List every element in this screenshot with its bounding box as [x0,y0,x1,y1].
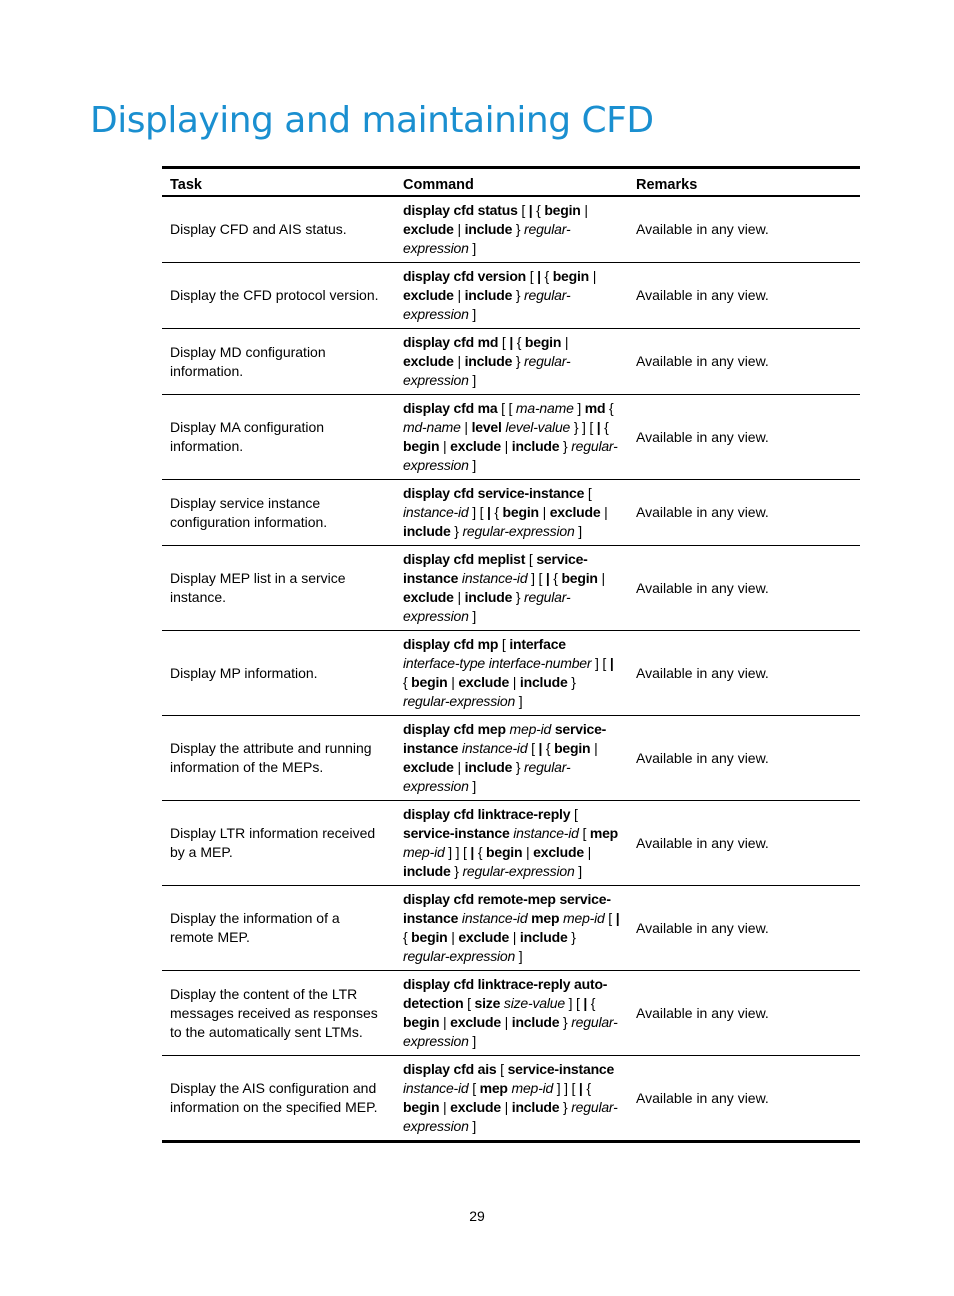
command-keyword: begin [403,1099,440,1115]
command-syntax: [ [604,910,616,926]
table-row [162,971,860,1056]
command-syntax: { [605,400,614,416]
command-argument: regular-expression [403,589,571,624]
task-cell: Display MD configuration information. [162,329,395,395]
table-row [162,263,860,329]
command-syntax: | [509,929,520,945]
command-cell [395,329,628,395]
command-argument: mep-id [563,910,605,926]
command-syntax: | [460,419,472,435]
command-keyword: display cfd remote-mep [403,891,556,907]
remarks-cell: Available in any view. [628,480,860,546]
command-keyword: exclude [403,353,454,369]
command-keyword: mep [531,910,560,926]
command-syntax: | [580,202,588,218]
command-syntax: | [453,287,465,303]
command-syntax: } [567,674,576,690]
command-keyword: begin [411,929,448,945]
command-syntax: ] [591,655,603,671]
table-row [162,196,860,263]
command-syntax: ] [ [527,570,546,586]
command-argument: regular-expression [403,1099,618,1134]
command-keyword: include [403,863,451,879]
command-syntax: | [590,740,598,756]
table-row [162,801,860,886]
command-syntax: ] [468,1033,477,1049]
command-syntax: ] [468,372,477,388]
command-keyword: begin [554,740,591,756]
table-row [162,395,860,480]
command-keyword: include [519,929,568,945]
command-syntax: [ [498,636,510,652]
command-argument: regular-expression [403,287,571,322]
command-syntax: | [538,504,550,520]
command-syntax: ] [468,240,477,256]
command-keyword: | [609,655,614,671]
remarks-cell: Available in any view. [636,1089,769,1106]
command-syntax: } [512,589,525,605]
command-keyword: exclude [403,589,454,605]
command-argument: regular-expression [403,948,516,964]
command-keyword: service-instance [403,721,607,756]
command-keyword: display cfd mep [403,721,506,737]
table-row [162,329,860,395]
command-syntax: { [403,929,412,945]
command-keyword: | [538,740,543,756]
cfd-command-table [162,166,860,1143]
remarks-cell: Available in any view. [628,971,860,1056]
table-row [162,886,860,971]
command-syntax: } ] [ [570,419,597,435]
command-keyword: | [596,419,601,435]
command-keyword: mep [479,1080,508,1096]
command-keyword: service-instance [403,891,611,926]
command-argument: regular-expression [403,759,571,794]
command-syntax: } [512,287,525,303]
command-syntax: [ [517,202,529,218]
task-cell: Display the AIS configuration and information on the specified MEP. [170,1080,378,1115]
command-syntax: | [500,438,512,454]
command-keyword: display cfd md [403,334,499,350]
command-argument: instance-id [403,504,469,520]
command-argument: level-value [505,419,571,435]
table-body [162,196,860,1142]
remarks-cell: Available in any view. [628,886,860,971]
command-syntax: ] [468,457,477,473]
command-keyword: begin [502,504,539,520]
command-keyword: level [471,419,502,435]
command-syntax: ] ] [ [444,844,471,860]
command-syntax: ] ] [ [553,1080,579,1096]
command-keyword: service-instance [403,551,588,586]
command-argument: size-value [503,995,565,1011]
remarks-cell: Available in any view. [628,631,860,716]
command-keyword: exclude [450,1014,501,1030]
command-keyword: display cfd service-instance [403,485,585,501]
command-keyword: | [545,570,550,586]
table-row [162,1056,860,1142]
command-keyword: exclude [450,438,501,454]
command-syntax: ] [ [564,995,584,1011]
header-command: Command [395,168,628,197]
task-cell: Display LTR information received by a MEP. [162,801,395,886]
command-syntax: } [450,523,463,539]
command-syntax: [ [526,268,538,284]
command-cell [395,546,628,631]
command-keyword: display cfd ma [403,400,498,416]
table-row [162,546,860,631]
command-syntax: [ [468,1080,480,1096]
command-keyword: include [519,674,568,690]
command-argument: regular-expression [403,693,516,709]
command-syntax: [ [ [497,400,516,416]
command-cell [395,263,628,329]
command-cell [395,480,628,546]
command-keyword: begin [561,570,598,586]
command-keyword: | [615,910,620,926]
task-cell: Display MEP list in a service instance. [162,546,395,631]
command-syntax: } [512,353,525,369]
task-cell: Display service instance configuration information. [162,480,395,546]
command-syntax: | [439,438,451,454]
command-cell [395,196,628,263]
command-argument: regular-expression [462,863,575,879]
command-syntax: { [474,844,486,860]
command-syntax: { [532,202,545,218]
command-syntax: [ [584,485,592,501]
command-syntax: ] [468,608,477,624]
command-cell [395,1056,628,1142]
command-syntax: | [600,504,608,520]
command-keyword: exclude [549,504,601,520]
command-syntax: | [453,589,465,605]
command-keyword: | [583,995,588,1011]
command-argument: regular-expression [403,438,618,473]
command-syntax: | [453,353,465,369]
command-syntax: [ [496,1061,508,1077]
command-keyword: mep [589,825,619,841]
remarks-cell: Available in any view. [628,395,860,480]
command-keyword: include [511,1099,560,1115]
command-syntax: { [403,674,412,690]
command-keyword: display cfd mp [403,636,499,652]
command-keyword: service-instance [507,1061,615,1077]
command-argument: instance-id [461,740,528,756]
command-argument: regular-expression [403,353,571,388]
task-cell: Display the attribute and running information of the MEPs. [162,716,395,801]
command-keyword: service-instance [403,825,510,841]
command-syntax: ] [468,306,477,322]
command-argument: regular-expression [403,1014,618,1049]
command-keyword: include [464,589,513,605]
command-syntax: | [500,1099,512,1115]
command-syntax: | [509,674,520,690]
task-cell: Display MA configuration information. [162,395,395,480]
command-syntax: ] [515,948,523,964]
command-syntax: ] [468,778,477,794]
command-keyword: begin [403,438,440,454]
command-syntax: | [447,929,459,945]
command-keyword: include [511,1014,560,1030]
command-syntax: [ [463,995,475,1011]
command-keyword: display cfd linktrace-reply [403,806,571,822]
command-keyword: | [470,844,475,860]
task-cell: Display the content of the LTR messages received as responses to the automatically sent LTMs. [162,971,395,1056]
command-syntax: } [512,221,525,237]
command-syntax: } [567,929,576,945]
command-syntax: | [597,570,605,586]
command-keyword: include [403,523,451,539]
command-syntax: | [453,221,465,237]
command-keyword: exclude [450,1099,501,1115]
command-cell [395,801,628,886]
command-cell [395,886,628,971]
task-cell: Display the CFD protocol version. [162,263,395,329]
command-syntax: ] [515,693,523,709]
command-argument: mep-id [509,721,552,737]
command-keyword: include [464,287,513,303]
command-cell [395,631,628,716]
task-cell: Display CFD and AIS status. [162,196,395,263]
command-keyword: include [464,221,513,237]
command-cell [395,971,628,1056]
command-syntax: { [513,334,525,350]
command-syntax: { [582,1080,591,1096]
command-argument: regular-expression [403,221,571,256]
command-keyword: exclude [458,929,510,945]
table-header-row [162,168,860,197]
command-argument: mep-id [403,844,445,860]
command-keyword: | [578,1080,583,1096]
command-syntax: | [447,674,459,690]
command-keyword: | [509,334,514,350]
command-keyword: begin [524,334,562,350]
command-syntax: { [540,268,553,284]
table-row [162,716,860,801]
command-keyword: begin [403,1014,440,1030]
command-keyword: exclude [458,674,510,690]
command-syntax: [ [570,806,578,822]
command-syntax: | [439,1014,451,1030]
page-title: Displaying and maintaining CFD [90,100,654,141]
command-syntax: ] [468,1118,477,1134]
command-keyword: display cfd linktrace-reply [403,976,571,992]
command-argument: interface-type interface-number [403,655,592,671]
command-keyword: display cfd ais [403,1061,497,1077]
command-argument: instance-id [403,1080,469,1096]
task-cell: Display the information of a remote MEP. [162,886,395,971]
command-keyword: begin [544,202,581,218]
command-argument: regular-expression [462,523,575,539]
command-syntax: { [542,740,555,756]
command-keyword: display cfd version [403,268,527,284]
command-keyword: size [474,995,501,1011]
command-syntax: { [549,570,562,586]
command-keyword: begin [552,268,590,284]
remarks-cell: Available in any view. [628,329,860,395]
command-keyword: interface [509,636,566,652]
command-syntax: { [587,995,596,1011]
remarks-cell: Available in any view. [628,263,860,329]
command-syntax: [ [602,655,610,671]
task-cell: Display MP information. [162,631,395,716]
command-syntax: | [561,334,569,350]
command-keyword: exclude [403,759,454,775]
command-syntax: ] [574,523,582,539]
command-syntax: ] [573,400,585,416]
command-keyword: begin [411,674,448,690]
command-argument: instance-id [461,570,528,586]
command-cell [395,716,628,801]
command-syntax: ] [ [468,504,487,520]
command-keyword: include [511,438,560,454]
command-syntax: } [559,1014,572,1030]
command-syntax: | [522,844,534,860]
command-cell [395,395,628,480]
command-keyword: exclude [403,221,454,237]
command-keyword: include [464,759,513,775]
command-syntax: [ [578,825,590,841]
command-syntax: | [583,844,592,860]
remarks-cell: Available in any view. [628,196,860,263]
remarks-cell: Available in any view. [628,801,860,886]
command-argument: mep-id [511,1080,554,1096]
table-row [162,480,860,546]
command-keyword: display cfd status [403,202,518,218]
command-syntax: { [600,419,609,435]
command-keyword: | [537,268,541,284]
command-syntax: } [559,1099,572,1115]
command-syntax: [ [527,740,539,756]
command-syntax: } [559,438,572,454]
remarks-cell: Available in any view. [628,716,860,801]
page-number: 29 [469,1208,485,1224]
command-syntax: } [512,759,525,775]
command-keyword: begin [486,844,523,860]
command-keyword: | [528,202,533,218]
command-keyword: exclude [403,287,454,303]
command-keyword: include [464,353,513,369]
table-row [162,631,860,716]
command-keyword: | [486,504,491,520]
command-syntax: [ [498,334,510,350]
command-keyword: md [584,400,606,416]
command-syntax: [ [525,551,537,567]
command-keyword: auto-detection [403,976,608,1011]
command-syntax: { [490,504,503,520]
command-syntax: ] [574,863,582,879]
command-syntax: | [500,1014,512,1030]
command-syntax: } [450,863,463,879]
command-syntax: | [453,759,465,775]
command-argument: instance-id [513,825,579,841]
header-task: Task [162,168,395,197]
command-syntax: | [589,268,597,284]
command-argument: ma-name [515,400,574,416]
command-argument: md-name [403,419,461,435]
command-argument: instance-id [461,910,528,926]
command-keyword: display cfd meplist [403,551,526,567]
command-syntax: | [439,1099,451,1115]
header-remarks: Remarks [628,168,860,197]
command-keyword: exclude [533,844,584,860]
remarks-cell: Available in any view. [628,546,860,631]
